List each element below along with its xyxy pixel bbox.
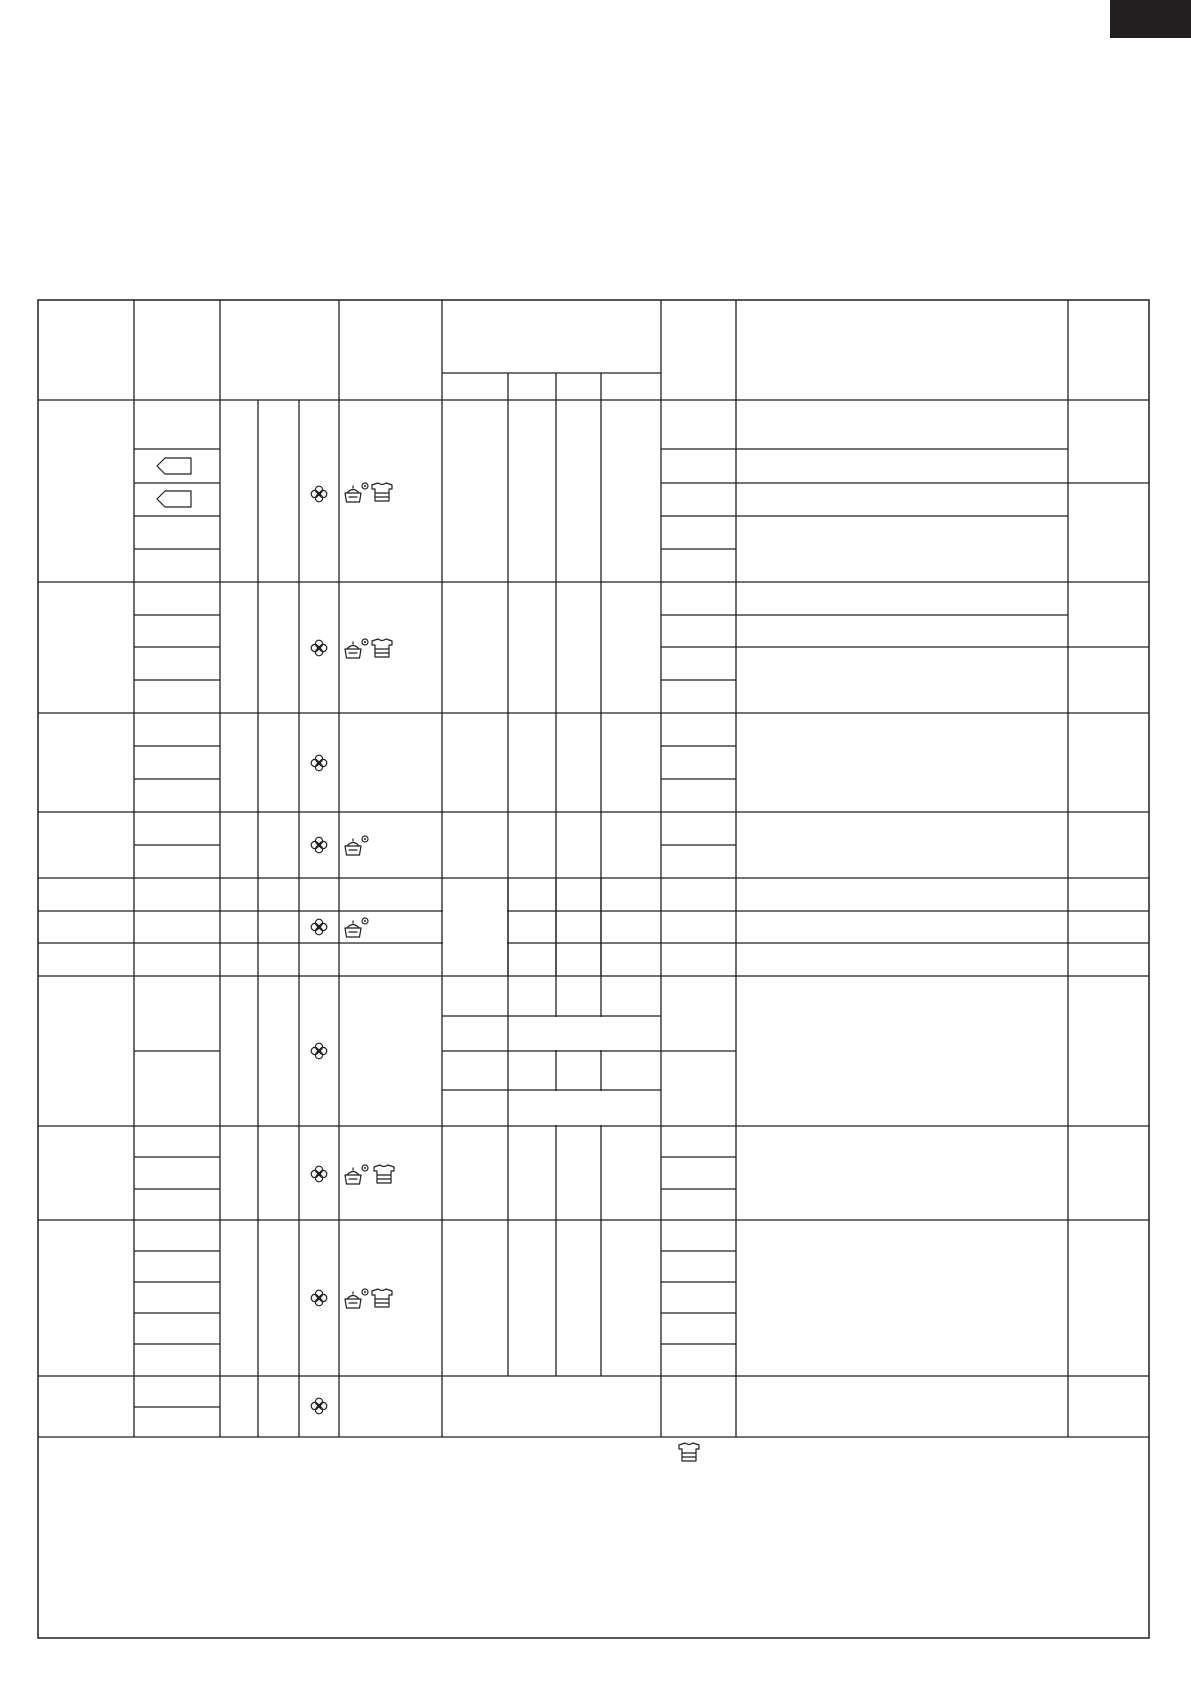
fan-icon — [311, 1290, 327, 1306]
tag-icon — [157, 458, 191, 474]
garment-icon — [372, 483, 392, 501]
group-8 — [134, 1016, 736, 1125]
column-lines — [134, 300, 1068, 1437]
fan-icon — [311, 486, 327, 502]
fan-icon — [311, 640, 327, 656]
circled-dot-icon — [362, 1165, 368, 1171]
group-10 — [134, 1251, 736, 1344]
group-11 — [134, 1377, 660, 1436]
footnote-garment-icon — [679, 1443, 699, 1461]
pot-with-lid-icon — [345, 1168, 361, 1184]
tag-icon — [157, 491, 191, 507]
garment-icon — [372, 639, 392, 657]
fan-icon — [311, 1398, 327, 1414]
pot-with-lid-icon — [345, 921, 361, 937]
merged-cells-878-976 — [443, 878, 601, 976]
garment-icon — [374, 1165, 394, 1183]
group-2 — [134, 615, 1149, 680]
garment-icon — [372, 1289, 392, 1307]
group-3 — [134, 746, 736, 779]
fan-icon — [311, 755, 327, 771]
circled-dot-icon — [362, 836, 368, 842]
pot-with-lid-icon — [345, 1292, 361, 1308]
group-1 — [134, 449, 1149, 549]
fan-icon — [311, 1166, 327, 1182]
circled-dot-icon — [362, 1289, 368, 1295]
group-9 — [134, 1157, 736, 1189]
circled-dot-icon — [362, 918, 368, 924]
fan-icon — [311, 837, 327, 853]
fan-icon — [311, 1043, 327, 1059]
pot-with-lid-icon — [345, 642, 361, 658]
pot-with-lid-icon — [345, 839, 361, 855]
fan-icon — [311, 919, 327, 935]
group-separators — [38, 582, 1149, 1437]
table-header — [38, 373, 1149, 400]
circled-dot-icon — [362, 483, 368, 489]
circled-dot-icon — [362, 639, 368, 645]
pot-with-lid-icon — [345, 486, 361, 502]
